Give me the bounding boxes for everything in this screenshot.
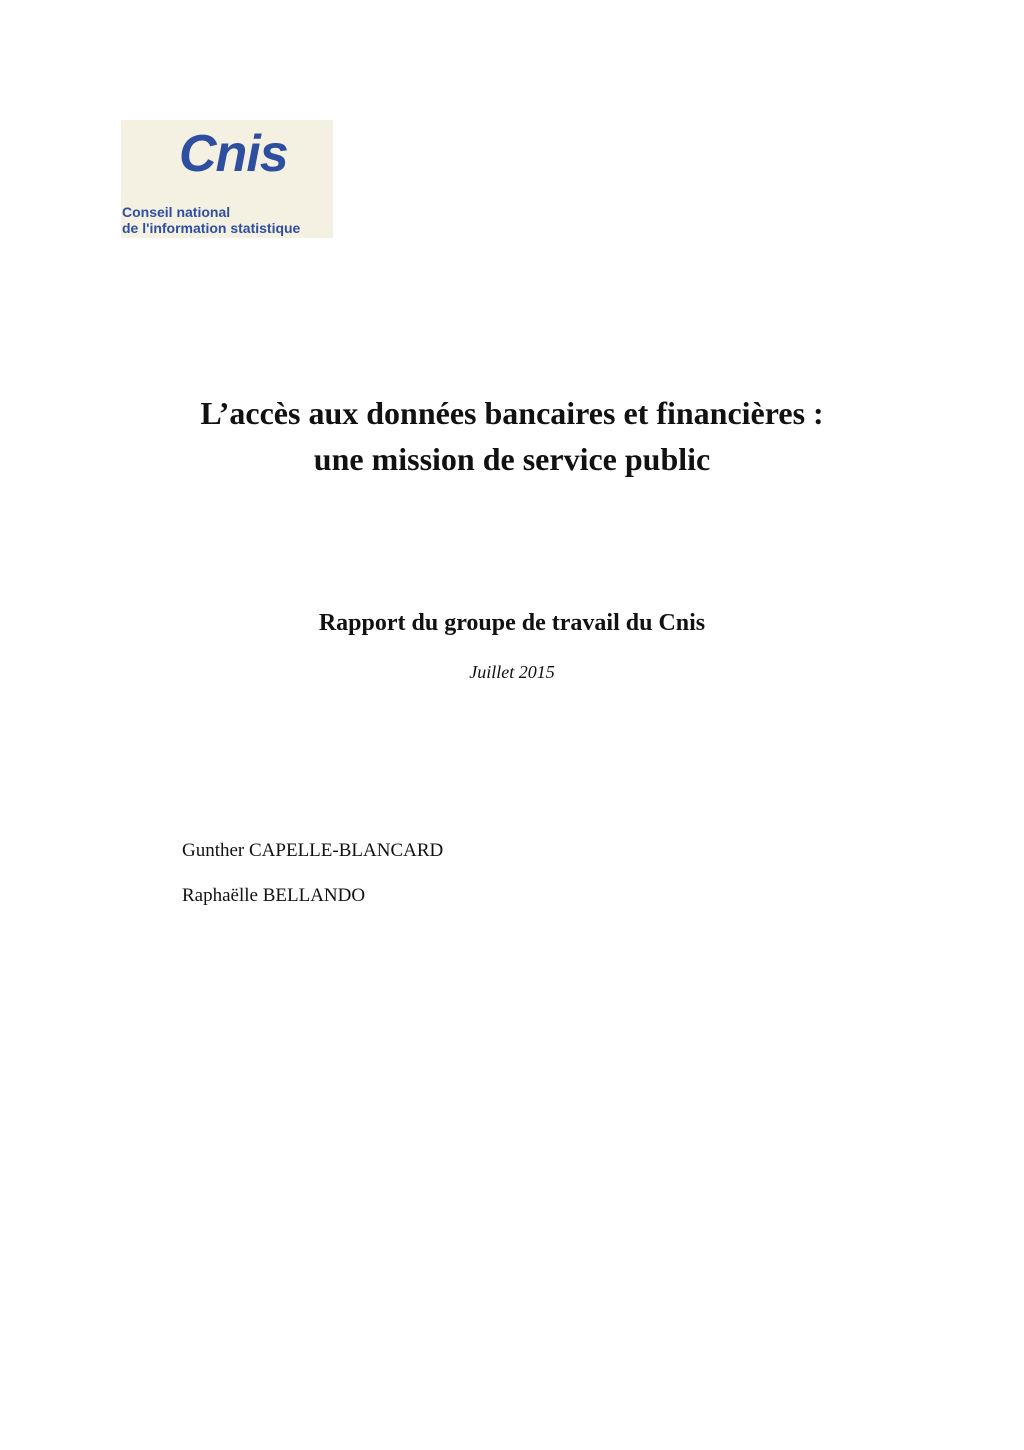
report-date: Juillet 2015 — [469, 662, 555, 682]
report-subtitle: Rapport du groupe de travail du Cnis — [318, 610, 706, 636]
cnis-logo-mark: Cnis — [179, 125, 288, 183]
document-title-line-1: L’accès aux données bancaires et financières : — [200, 395, 824, 431]
author-2: Raphaëlle BELLANDO — [182, 885, 366, 906]
document-title-line-2: une mission de service public — [313, 441, 711, 477]
author-1: Gunther CAPELLE-BLANCARD — [182, 840, 444, 861]
logo-line-2: de l'information statistique — [122, 220, 301, 236]
logo-line-1: Conseil national — [122, 204, 231, 220]
cnis-logo — [121, 120, 333, 238]
